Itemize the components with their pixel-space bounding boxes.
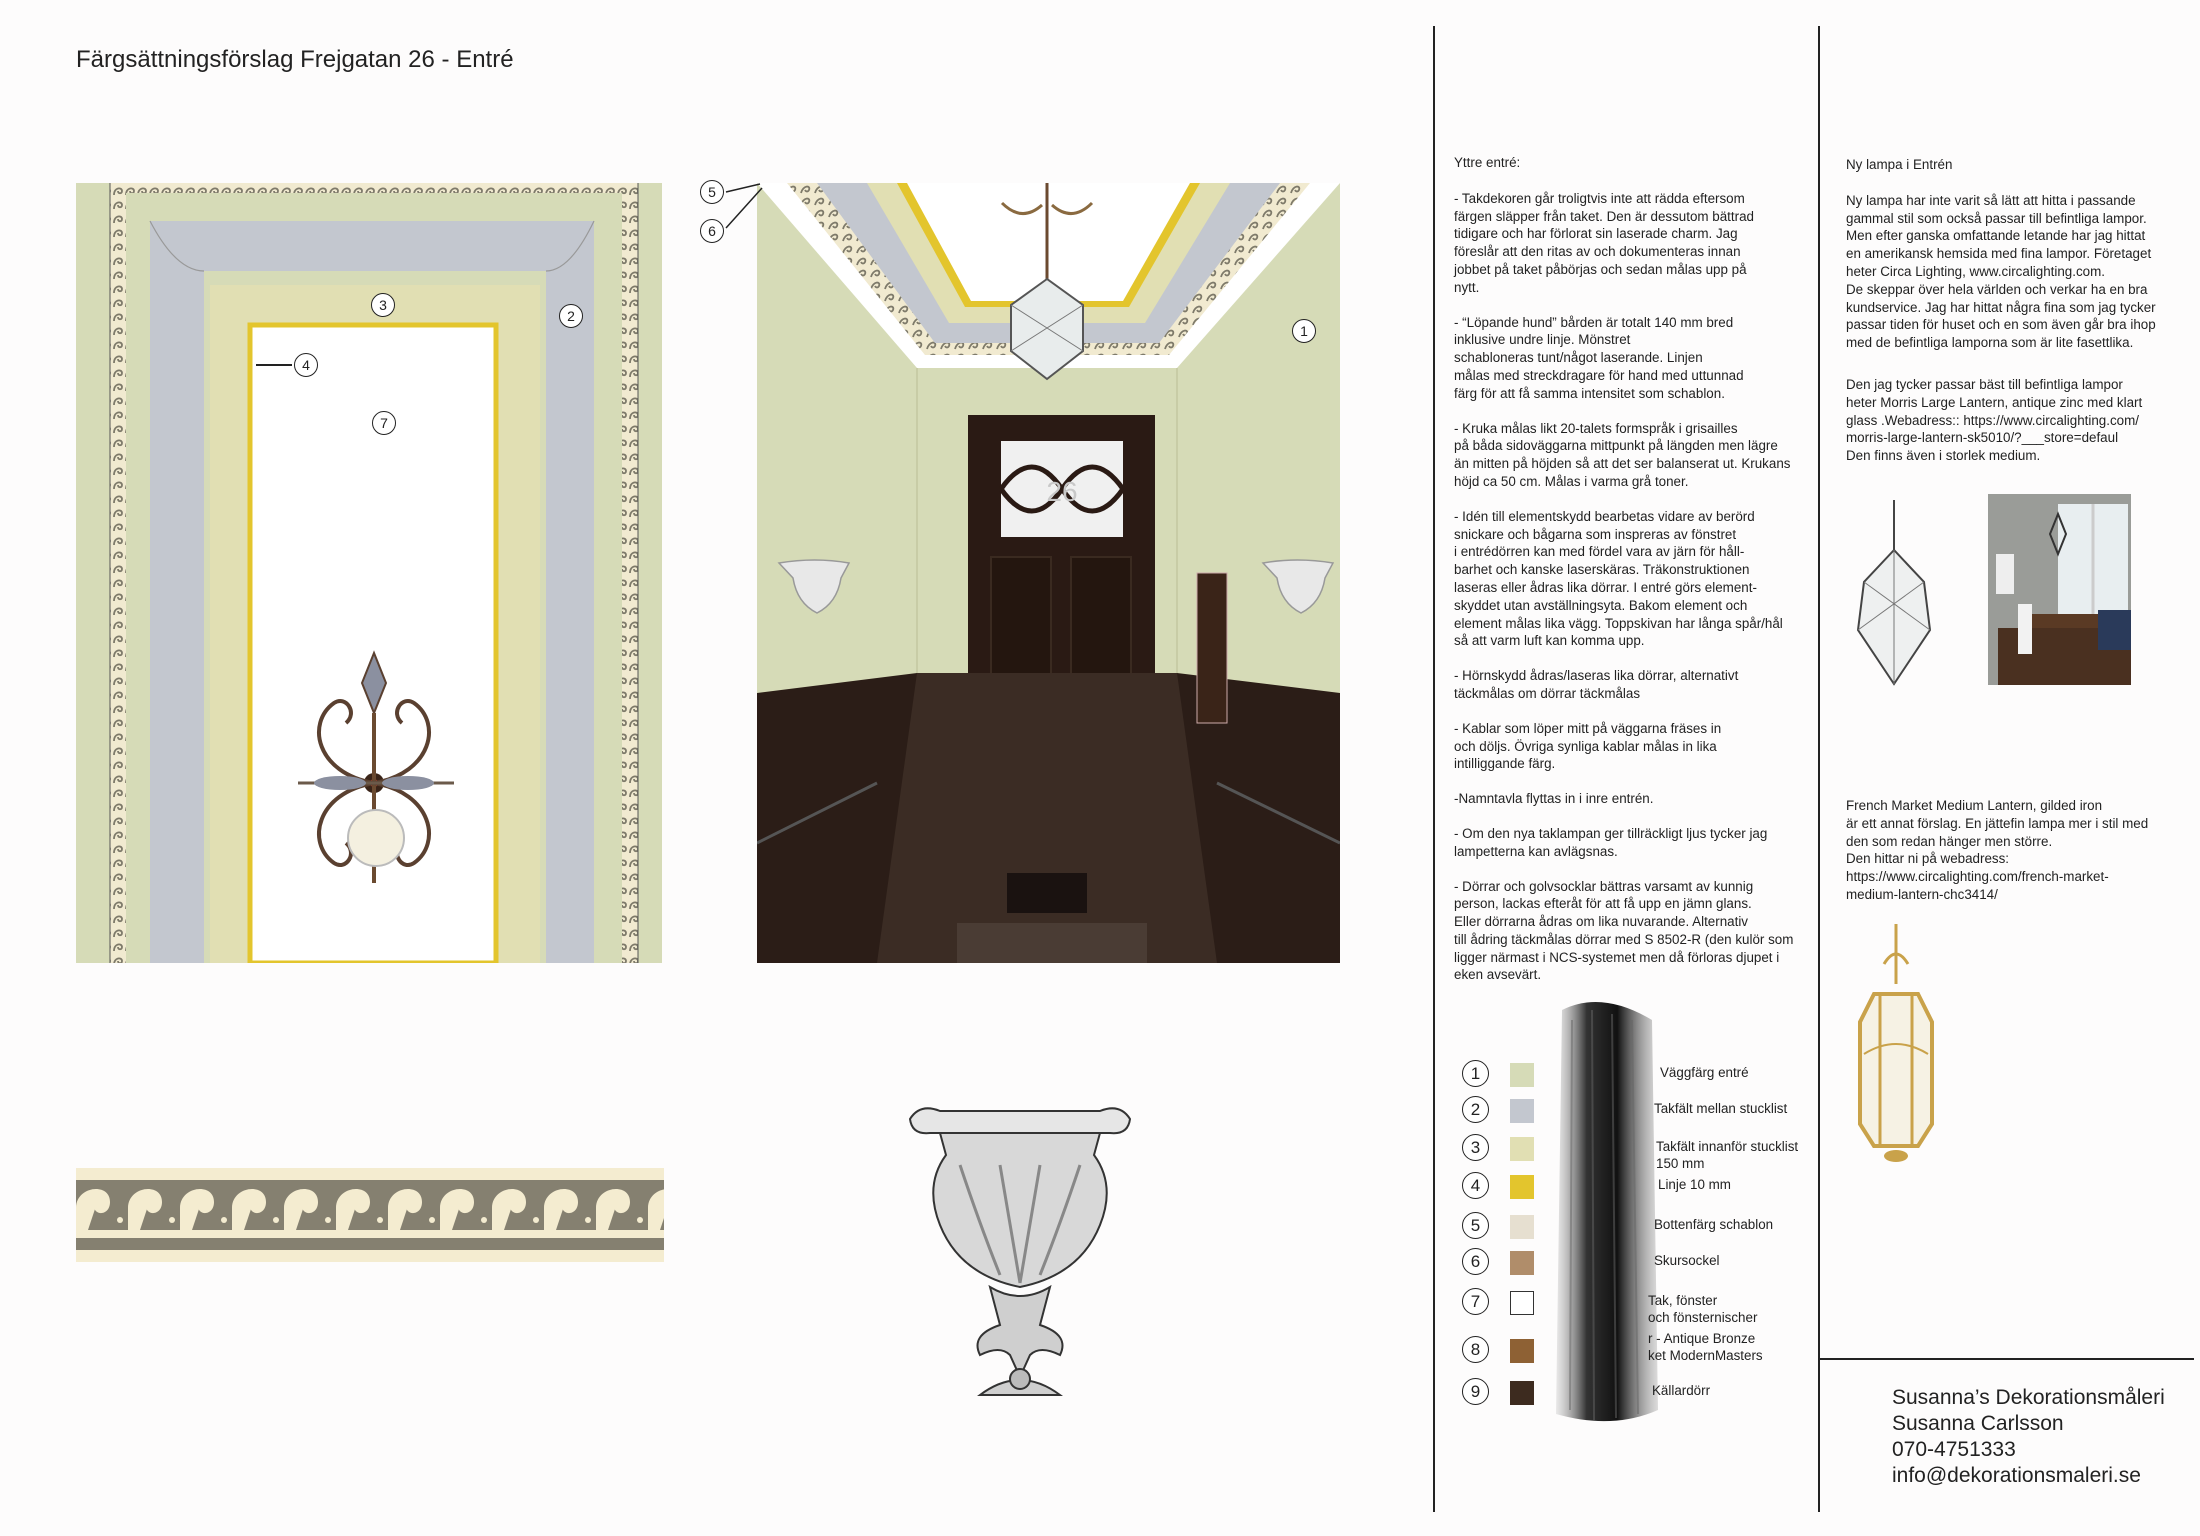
- outer-entrance-notes: [1454, 154, 1814, 1001]
- legend-item: [1462, 1246, 1822, 1278]
- legend-label: Takfält innanför stucklist 150 mm: [1656, 1139, 1799, 1171]
- legend-label: Linje 10 mm: [1658, 1177, 1731, 1192]
- signature-block: [1892, 1385, 2165, 1489]
- callout-1: 1: [1292, 319, 1316, 343]
- note-paragraph: - “Löpande hund” bården är totalt 140 mm bred inklusive undre linje. Mönstret schabloneras tunt/något laserande. Linjen målas med streckdragare för hand med uttunnad färg för att få samma intensitet som schablon.: [1454, 314, 1744, 401]
- legend-number: 5: [1462, 1212, 1489, 1239]
- legend-number: 2: [1462, 1096, 1489, 1123]
- legend-item: [1462, 1376, 1822, 1408]
- legend-label: Källardörr: [1652, 1383, 1711, 1398]
- gilded-lantern-image: [1854, 924, 1938, 1164]
- stencil-border-sample: [76, 1168, 664, 1262]
- note-paragraph: - Idén till elementskydd bearbetas vidare av berörd snickare och bågarna som inspreras av fönstret i entrédörren kan med fördel vara av järn för håll- barhet och kanske laserskäras. Träkonstruktionen laseras eller ådras lika dörrar. I entré görs element- skyddet utan avställningsyta. Bakom element och element målas lika vägg. Toppskivan har långa spår/hål så att varm luft kan komma upp.: [1454, 508, 1783, 649]
- lamp-paragraph: Den jag tycker passar bäst till befintliga lampor heter Morris Large Lantern, antique zinc med klart glass .Webadress:: https://www.circalighting.com/ morris-large-lantern-sk5010/?___store=defaul Den finns även i storlek medium.: [1846, 376, 2143, 464]
- callout-4: 4: [294, 353, 318, 377]
- column-divider-left: [1433, 26, 1435, 1512]
- lamp-paragraph: Ny lampa har inte varit så lätt att hitta i passande gammal stil som också passar till befintliga lampor. Men efter ganska omfattande letande har jag hittat en amerikansk hemsida med fina lampor. Företaget heter Circa Lighting, www.circalighting.com. De skeppar över hela världen och verkar ha en bra kundservice. Jag har hittat några fina som jag tycker passar tiden för huset och en som även går bra ihop med de befintliga lamporna som är lite fasettlika.: [1846, 192, 2156, 351]
- urn-image: [900, 1095, 1140, 1415]
- door-number: 26: [1046, 476, 1078, 507]
- note-paragraph: - Kablar som löper mitt på väggarna fräses in och döljs. Övriga synliga kablar målas in lika intilliggande färg.: [1454, 720, 1722, 772]
- legend-label: r - Antique Bronze ket ModernMasters: [1648, 1331, 1763, 1363]
- color-swatch: [1510, 1099, 1534, 1123]
- legend-item: [1462, 1094, 1822, 1126]
- ceiling-plan-drawing: [76, 183, 662, 963]
- legend-label: Takfält mellan stucklist: [1654, 1101, 1788, 1116]
- legend-number: 8: [1462, 1336, 1489, 1363]
- lamp-paragraph: French Market Medium Lantern, gilded iron är ett annat förslag. En jättefin lampa mer i stil med den som redan hänger men större. Den hittar ni på webadress: https://www.circalighting.com/french-market- medium-lantern-chc3414/: [1846, 798, 2149, 902]
- color-swatch: [1510, 1137, 1534, 1161]
- legend-item: [1462, 1058, 1822, 1090]
- lamp-heading: Ny lampa i Entrén: [1846, 157, 1953, 172]
- callout-4-leader: [256, 364, 292, 366]
- hall-perspective-drawing: [757, 183, 1340, 963]
- note-paragraph: - Hörnskydd ådras/laseras lika dörrar, alternativt täckmålas om dörrar täckmålas: [1454, 668, 1739, 701]
- color-swatch: [1510, 1251, 1534, 1275]
- callout-leaders: [722, 178, 782, 238]
- color-swatch: [1510, 1339, 1534, 1363]
- note-paragraph: - Om den nya taklampan ger tillräckligt ljus tycker jag lampetterna kan avlägsnas.: [1454, 825, 1768, 859]
- legend-number: 7: [1462, 1288, 1489, 1315]
- company-name: Susanna’s Dekorationsmåleri: [1892, 1386, 2165, 1409]
- person-name: Susanna Carlsson: [1892, 1412, 2064, 1435]
- note-paragraph: - Kruka målas likt 20-talets formspråk i grisailles på båda sidoväggarna mittpunkt på längden men lägre än mitten på höjden så att det ser balanserat ut. Krukans höjd ca 50 cm. Målas i varma grå toner.: [1454, 420, 1791, 489]
- color-swatch: [1510, 1215, 1534, 1239]
- legend-label: Skursockel: [1654, 1253, 1720, 1268]
- callout-7: 7: [372, 411, 396, 435]
- legend-item: [1462, 1286, 1822, 1325]
- callout-2: 2: [559, 304, 583, 328]
- legend-item: [1462, 1331, 1822, 1366]
- legend-label: Bottenfärg schablon: [1654, 1217, 1774, 1232]
- legend-label: Tak, fönster och fönsternischer: [1648, 1293, 1758, 1325]
- color-swatch: [1510, 1381, 1534, 1405]
- page-title: Färgsättningsförslag Frejgatan 26 - Entré: [76, 46, 514, 73]
- callout-3: 3: [371, 293, 395, 317]
- legend-label: Väggfärg entré: [1660, 1065, 1749, 1080]
- color-swatch: [1510, 1063, 1534, 1087]
- signature-divider: [1818, 1358, 2194, 1360]
- new-lamp-notes: [1846, 156, 2191, 482]
- color-swatch: [1510, 1175, 1534, 1199]
- legend-item: [1462, 1132, 1822, 1171]
- legend-item: [1462, 1170, 1822, 1202]
- legend-number: 9: [1462, 1378, 1489, 1405]
- french-market-notes: [1846, 797, 2191, 921]
- legend-number: 4: [1462, 1172, 1489, 1199]
- room-photo: [1988, 494, 2131, 685]
- lantern-image: [1846, 500, 1942, 690]
- email-address: info@dekorationsmaleri.se: [1892, 1464, 2141, 1487]
- chandelier-image: [292, 638, 456, 928]
- legend-number: 3: [1462, 1134, 1489, 1161]
- callout-6: 6: [700, 219, 724, 243]
- callout-5: 5: [700, 180, 724, 204]
- legend-number: 6: [1462, 1248, 1489, 1275]
- legend-number: 1: [1462, 1060, 1489, 1087]
- note-paragraph: - Dörrar och golvsocklar bättras varsamt av kunnig person, lackas efteråt för att få upp en jämn glans. Eller dörrarna ådras om lika nuvarande. Alternativ till ådring täckmålas dörrar med S 8502-R (den kulör som ligger närmast i NCS-systemet men då förloras djupet i eken avsevärt.: [1454, 878, 1794, 983]
- notes-heading: Yttre entré:: [1454, 155, 1521, 170]
- phone-number: 070-4751333: [1892, 1438, 2016, 1461]
- note-paragraph: -Namntavla flyttas in i inre entrén.: [1454, 791, 1654, 807]
- color-swatch: [1510, 1291, 1534, 1315]
- note-paragraph: - Takdekoren går troligtvis inte att rädda eftersom färgen släpper från taket. Den är dessutom bättrad tidigare och har förlorat sin laserade charm. Jag föreslår att den ritas av och dokumenteras innan jobbet på taket påbörjas och sedan målas upp på nytt.: [1454, 190, 1754, 295]
- legend-item: [1462, 1210, 1822, 1242]
